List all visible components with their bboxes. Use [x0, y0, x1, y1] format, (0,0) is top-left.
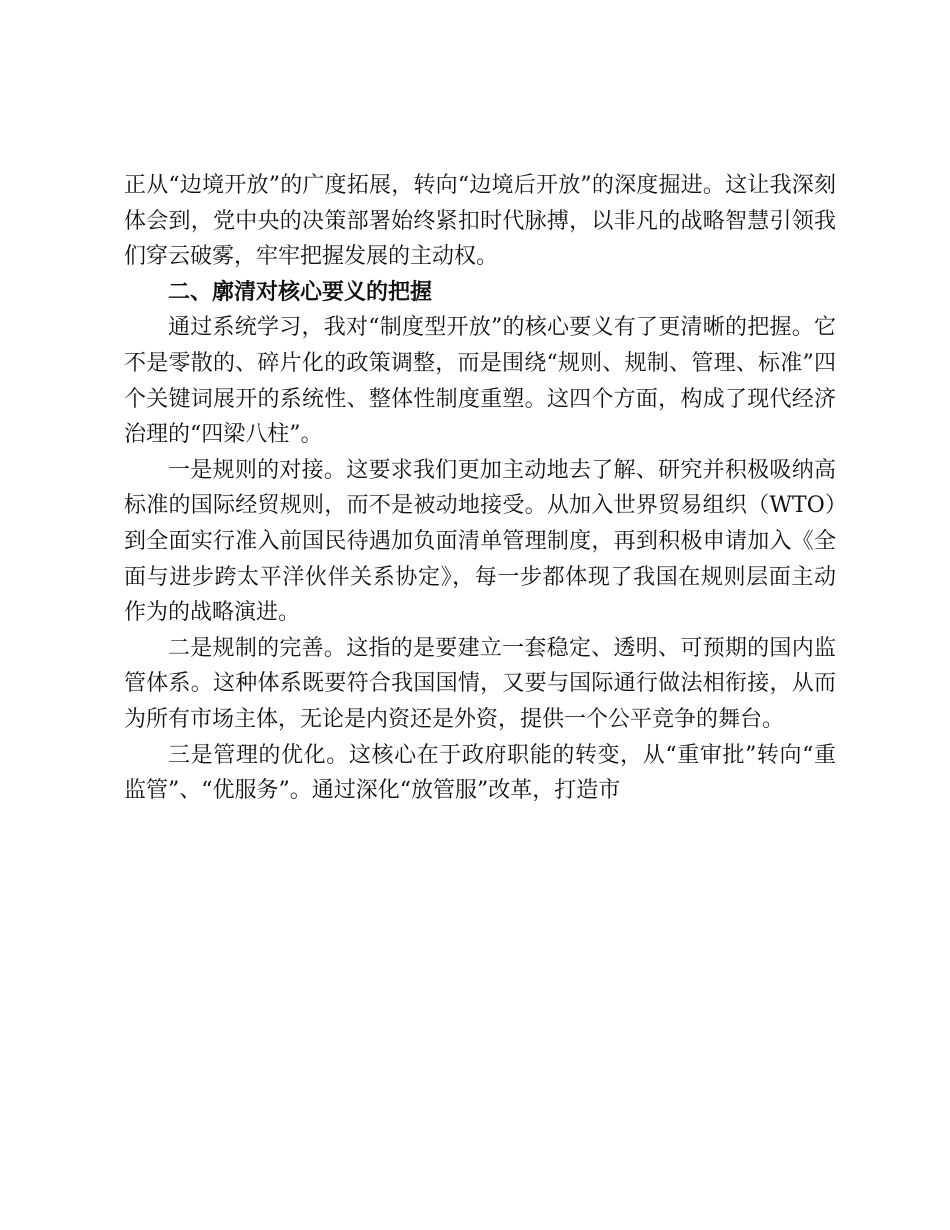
paragraph-management: 三是管理的优化。这核心在于政府职能的转变，从“重审批”转向“重监管”、“优服务”。通过深化“放管服”改革，打造市: [124, 742, 836, 804]
paragraph-continuation: 正从“边境开放”的广度拓展，转向“边境后开放”的深度掘进。这让我深刻体会到，党中央的决策部署始终紧扣时代脉搏，以非凡的战略智慧引领我们穿云破雾，牢牢把握发展的主动权。: [124, 173, 836, 270]
paragraph-core-meaning: 通过系统学习，我对“制度型开放”的核心要义有了更清晰的把握。它不是零散的、碎片化的政策调整，而是围绕“规则、规制、管理、标准”四个关键词展开的系统性、整体性制度重塑。这四个方面，构成了现代经济治理的“四梁八柱”。: [124, 315, 836, 448]
paragraph-regulation: 二是规制的完善。这指的是要建立一套稳定、透明、可预期的国内监管体系。这种体系既要符合我国国情，又要与国际通行做法相衔接，从而为所有市场主体，无论是内资还是外资，提供一个公平竞争的舞台。: [124, 635, 836, 732]
document-body: [124, 168, 836, 809]
paragraph-rules: 一是规则的对接。这要求我们更加主动地去了解、研究并积极吸纳高标准的国际经贸规则，而不是被动地接受。从加入世界贸易组织（WTO）到全面实行准入前国民待遇加负面清单管理制度，再到积极申请加入《全面与进步跨太平洋伙伴关系协定》，每一步都体现了我国在规则层面主动作为的战略演进。: [124, 457, 836, 626]
section-heading: 二、廓清对核心要义的把握: [168, 279, 433, 305]
